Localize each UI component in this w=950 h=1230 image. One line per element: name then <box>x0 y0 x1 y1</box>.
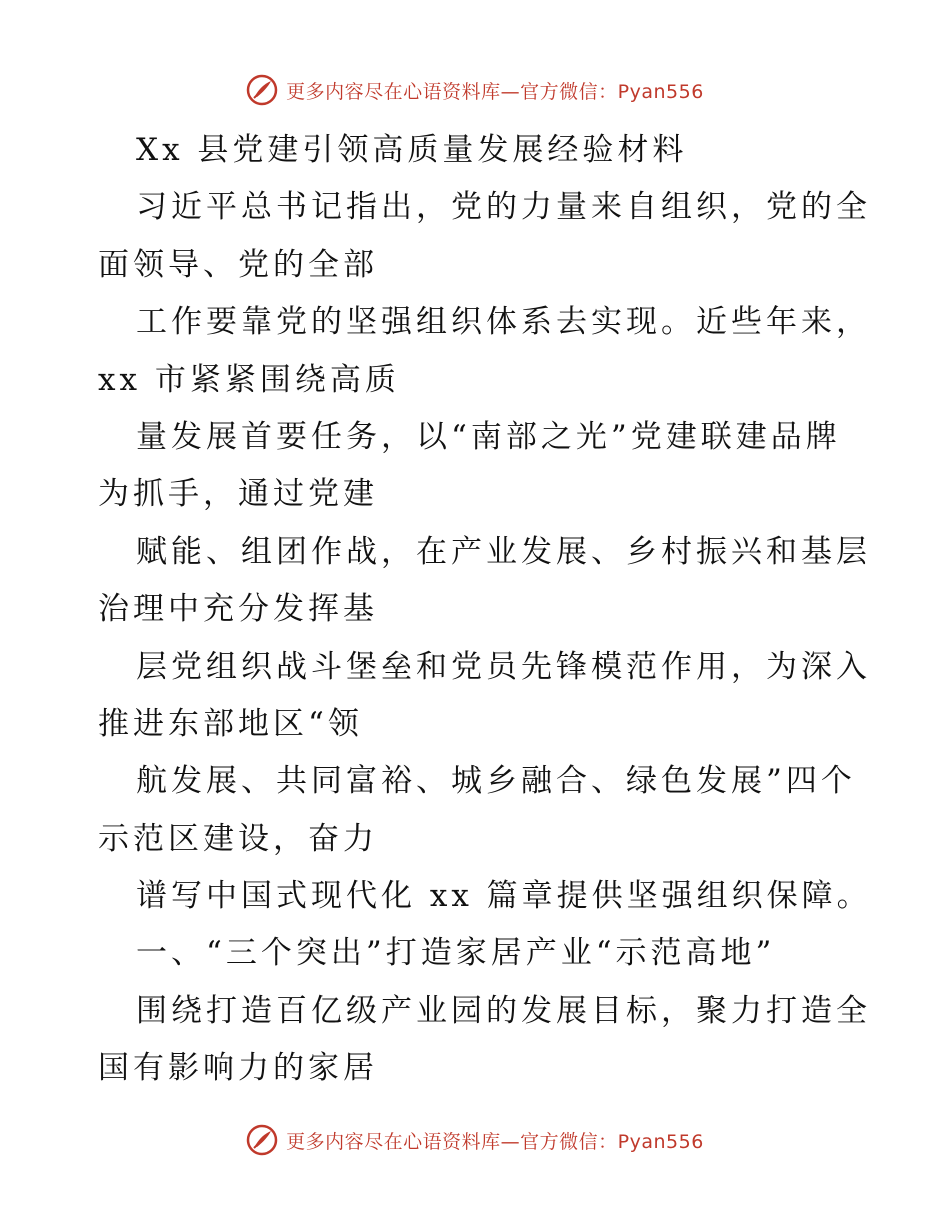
quill-pen-logo-icon <box>246 74 278 106</box>
text-line: 为抓手，通过党建 <box>98 476 378 513</box>
text-line: 航发展、共同富裕、城乡融合、绿色发展”四个 <box>136 763 856 800</box>
text-line: 治理中充分发挥基 <box>98 591 378 628</box>
text-line: 面领导、党的全部 <box>98 246 378 283</box>
document-body <box>98 122 872 1098</box>
text-line: 量发展首要任务，以“南部之光”党建联建品牌 <box>136 418 841 455</box>
text-line: 谱写中国式现代化 xx 篇章提供坚强组织保障。 <box>136 878 872 915</box>
text-line: 工作要靠党的坚强组织体系去实现。近些年来， <box>136 304 871 341</box>
text-line: xx 市紧紧围绕高质 <box>98 361 400 398</box>
footer-banner <box>0 1120 950 1160</box>
text-line: 国有影响力的家居 <box>98 1050 378 1087</box>
text-line: 示范区建设，奋力 <box>98 820 378 857</box>
banner-text: 更多内容尽在心语资料库—官方微信：Pyan556 <box>286 80 704 103</box>
text-line: 围绕打造百亿级产业园的发展目标，聚力打造全 <box>136 992 871 1029</box>
wechat-id: Pyan556 <box>617 1130 704 1153</box>
wechat-id: Pyan556 <box>617 80 704 103</box>
header-banner <box>0 70 950 110</box>
text-line: 层党组织战斗堡垒和党员先锋模范作用，为深入 <box>136 648 871 685</box>
text-line: Xx 县党建引领高质量发展经验材料 <box>136 132 688 168</box>
text-line: 赋能、组团作战，在产业发展、乡村振兴和基层 <box>136 533 871 570</box>
text-line: 一、“三个突出”打造家居产业“示范高地” <box>136 935 776 972</box>
text-line: 习近平总书记指出，党的力量来自组织，党的全 <box>136 189 871 226</box>
banner-text: 更多内容尽在心语资料库—官方微信：Pyan556 <box>286 1130 704 1153</box>
text-line: 推进东部地区“领 <box>98 705 363 742</box>
quill-pen-logo-icon <box>246 1124 278 1156</box>
